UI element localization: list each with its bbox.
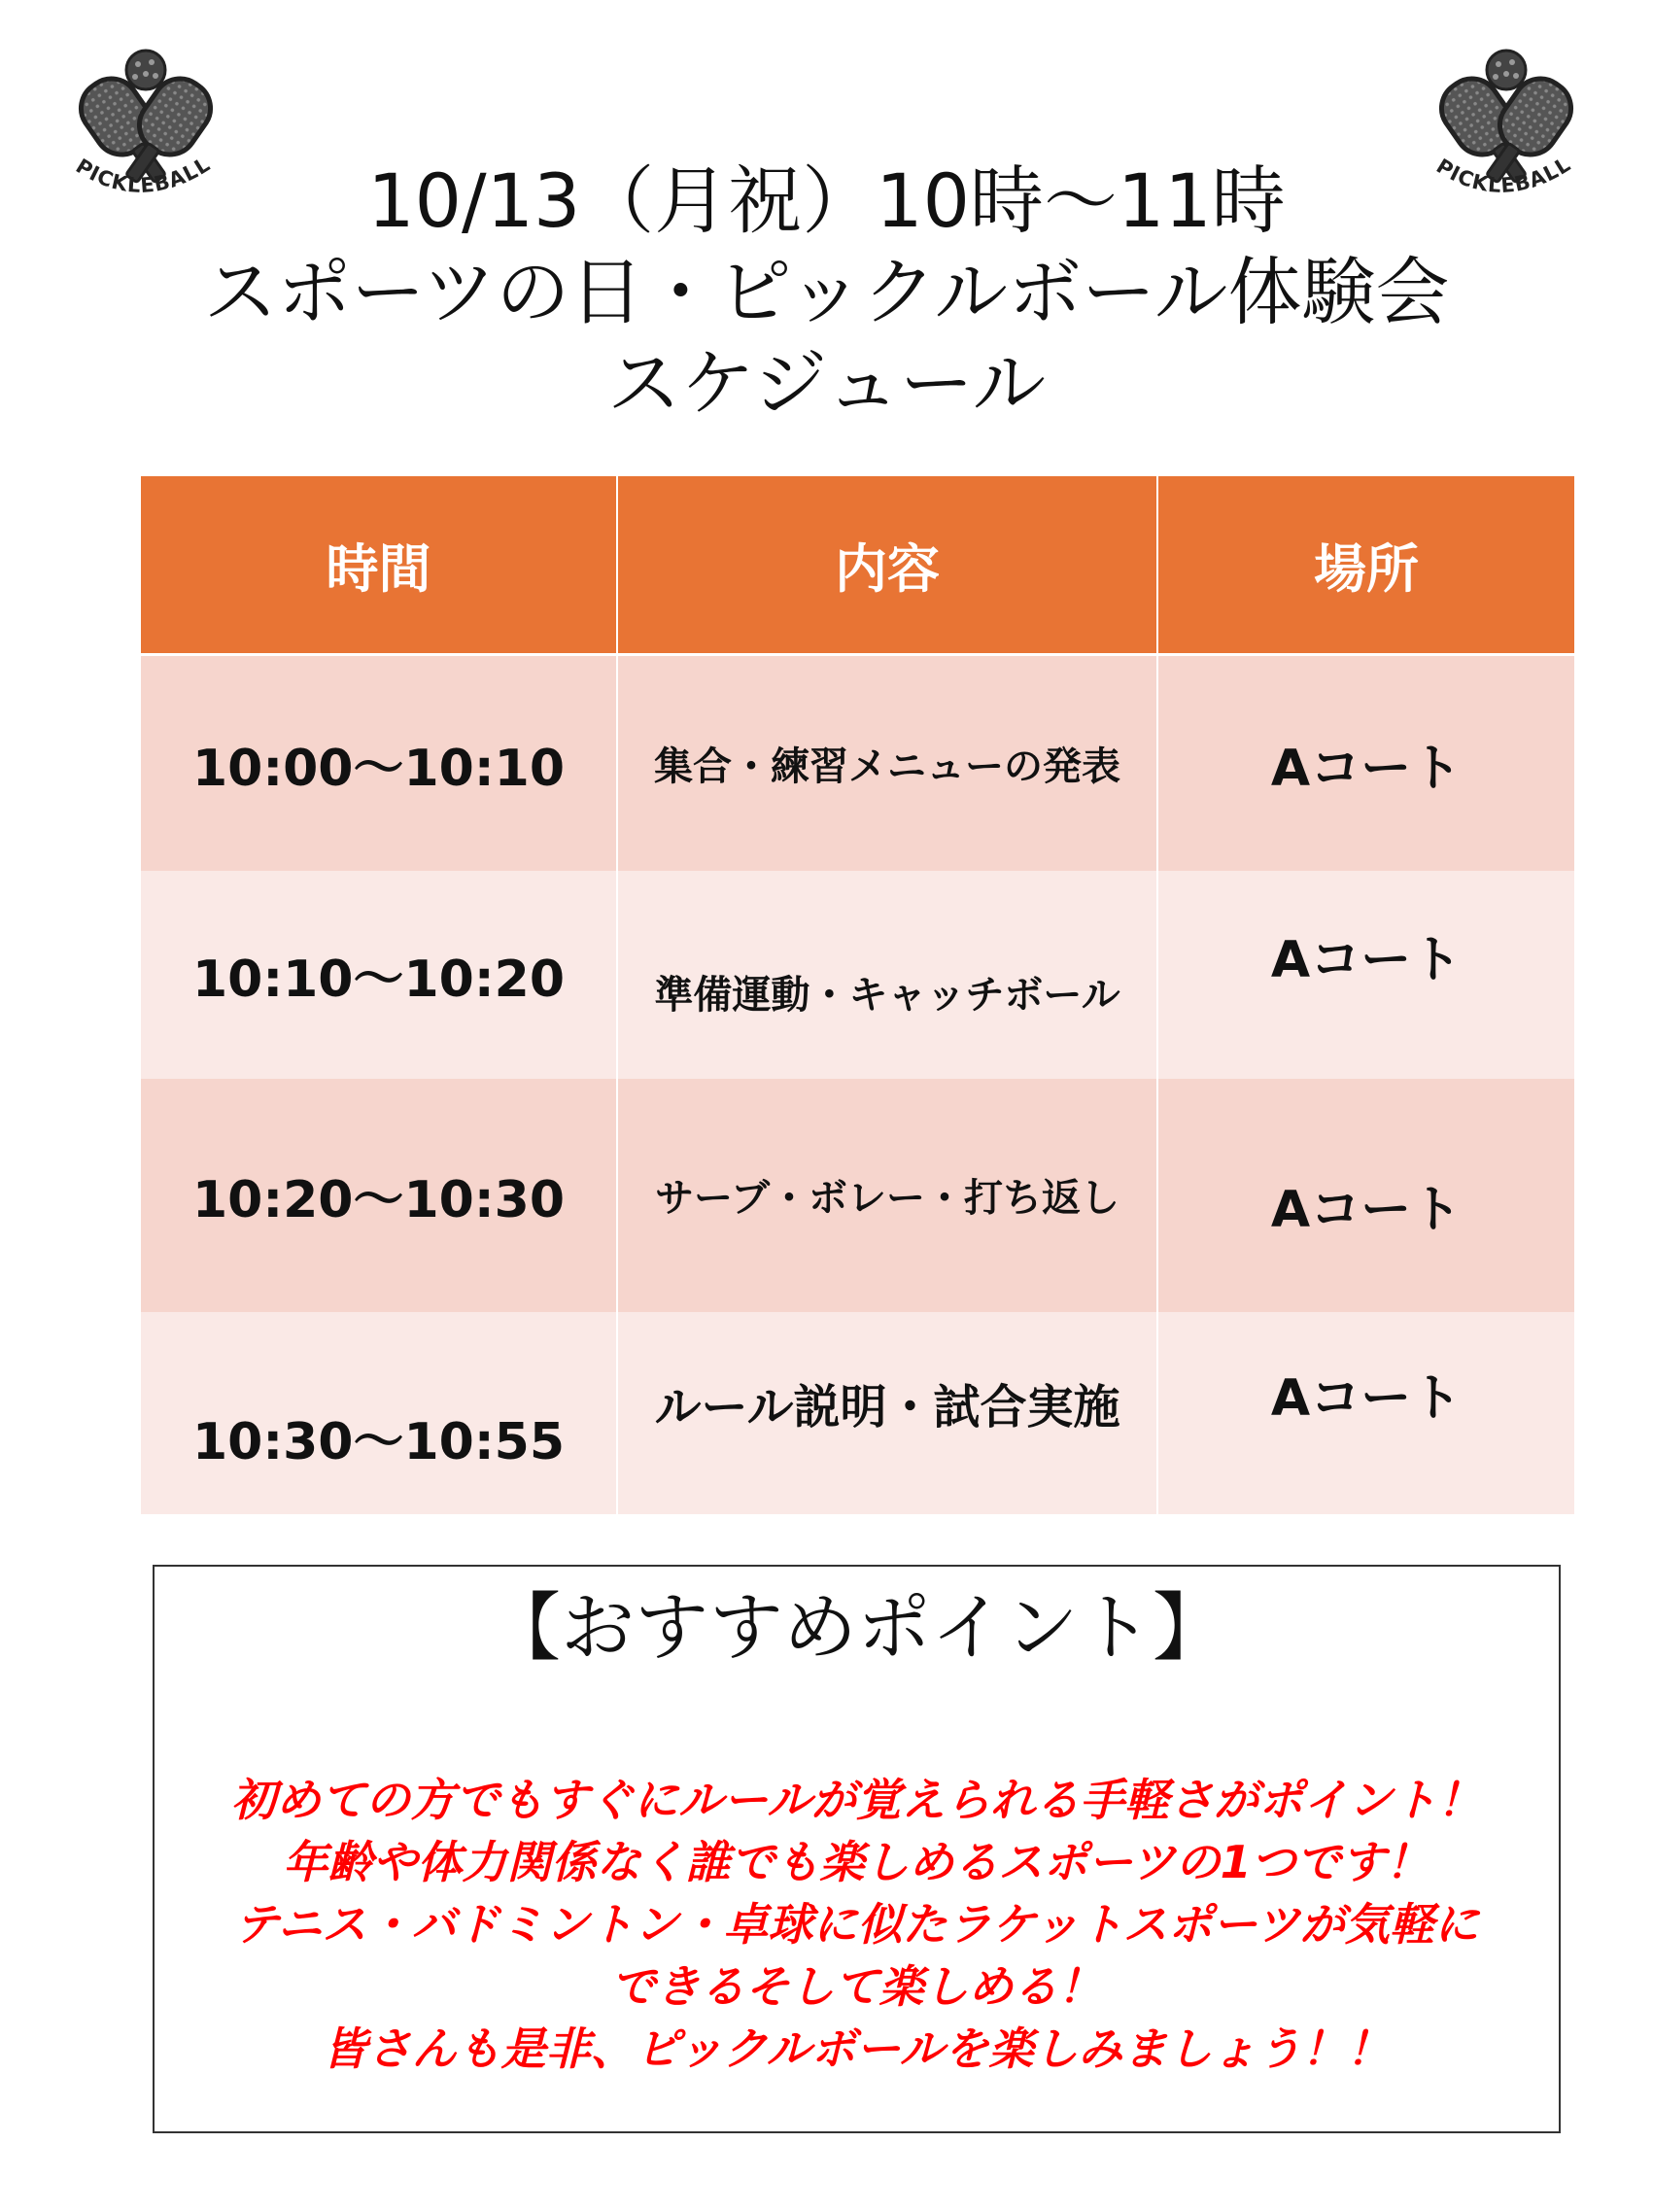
points-line: 年齢や体力関係なく誰でも楽しめるスポーツの1つです！ — [283, 1836, 1430, 1888]
page-title — [0, 156, 1653, 430]
row-time: 10:10〜10:20 — [141, 871, 617, 1079]
row-time: 10:20〜10:30 — [141, 1079, 617, 1312]
recommended-points-box — [153, 1565, 1561, 2133]
row-place: Aコート — [1157, 655, 1574, 871]
points-line: テニス・バドミントン・卓球に似たラケットスポーツが気軽に — [234, 1898, 1479, 1951]
header-time: 時間 — [141, 476, 617, 655]
points-line: できるそして楽しめる！ — [610, 1960, 1103, 2013]
table-row — [141, 655, 1574, 871]
row-place: Aコート — [1157, 1079, 1574, 1312]
logo-text: PICKLEBALL — [1431, 152, 1575, 197]
table-header-row — [141, 476, 1574, 655]
table-row — [141, 1312, 1574, 1514]
row-place: Aコート — [1157, 1312, 1574, 1514]
table-row — [141, 871, 1574, 1079]
row-place: Aコート — [1157, 871, 1574, 1079]
row-content: 準備運動・キャッチボール — [617, 871, 1157, 1079]
schedule-table — [141, 476, 1574, 1514]
table-row — [141, 1079, 1574, 1312]
title-schedule-line: スケジュール — [606, 340, 1047, 427]
title-event-line: スポーツの日・ピックルボール体験会 — [203, 249, 1450, 335]
row-content: ルール説明・試合実施 — [617, 1312, 1157, 1514]
points-line: 皆さんも是非、ピックルボールを楽しみましょう！！ — [322, 2022, 1392, 2075]
header-content: 内容 — [617, 476, 1157, 655]
points-title: 【おすすめポイント】 — [487, 1584, 1226, 1671]
header-place: 場所 — [1157, 476, 1574, 655]
points-body — [155, 1769, 1559, 2080]
logo-text: PICKLEBALL — [71, 152, 215, 197]
title-date-line: 10/13（月祝）10時〜11時 — [367, 157, 1286, 244]
row-content: サーブ・ボレー・打ち返し — [617, 1079, 1157, 1312]
row-content: 集合・練習メニューの発表 — [617, 655, 1157, 871]
points-line: 初めての方でもすぐにルールが覚えられる手軽さがポイント！ — [230, 1774, 1483, 1826]
row-time: 10:30〜10:55 — [141, 1312, 617, 1514]
row-time: 10:00〜10:10 — [141, 655, 617, 871]
